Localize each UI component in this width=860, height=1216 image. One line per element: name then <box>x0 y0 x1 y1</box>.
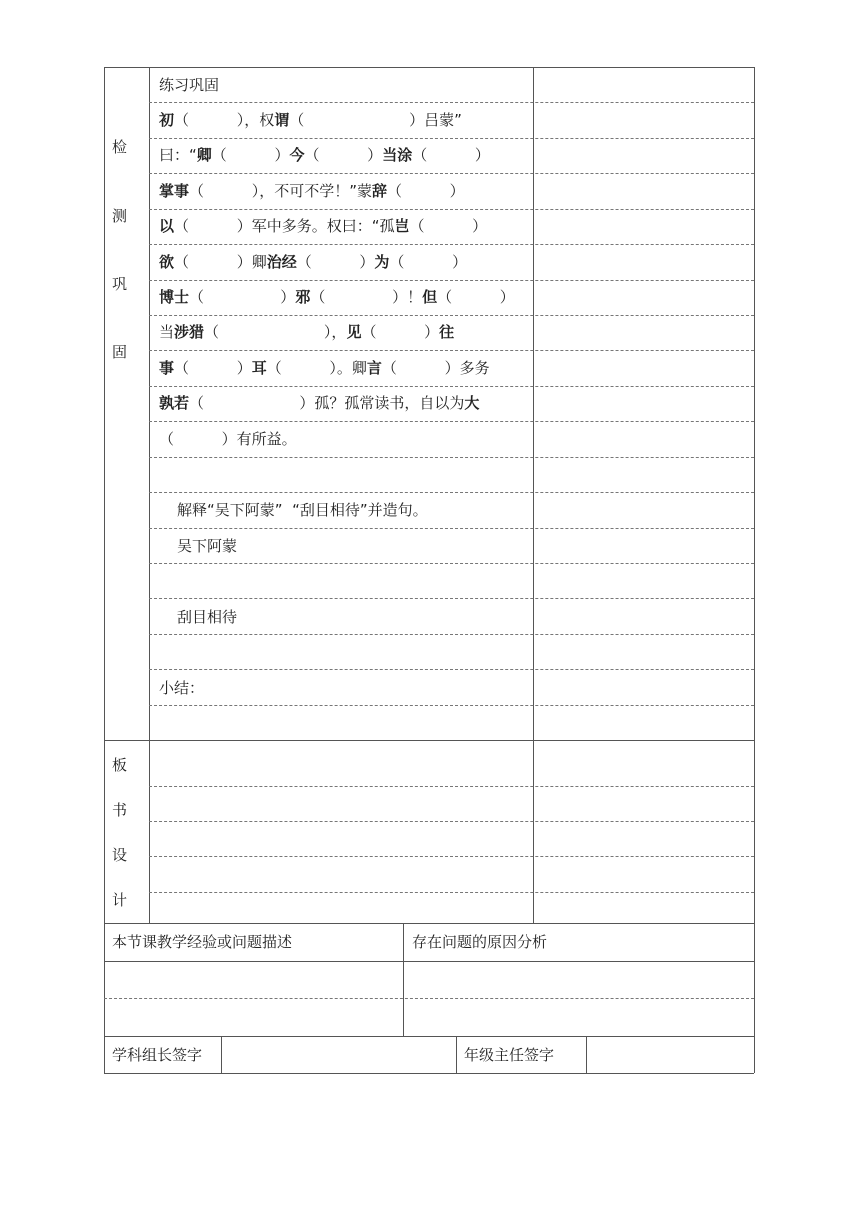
check-rule-5 <box>149 244 754 245</box>
key-word: 掌事 <box>159 181 190 200</box>
teaching-experience-header: 本节课教学经验或问题描述 <box>112 933 293 951</box>
check-label-char-4: 固 <box>112 343 128 361</box>
key-word: 今 <box>289 146 305 165</box>
exercise-line <box>159 216 487 236</box>
board-label-char-1: 板 <box>112 756 128 774</box>
notes-column-divider <box>533 67 534 923</box>
check-rule-8 <box>149 350 754 351</box>
reflection-column-divider <box>403 923 404 1036</box>
key-word: 初 <box>159 111 175 129</box>
check-rule-10 <box>149 421 754 422</box>
table-bottom-border <box>104 1073 754 1074</box>
check-label-char-3: 巩 <box>112 275 128 293</box>
key-word: 往 <box>439 323 455 342</box>
check-rule-1 <box>149 102 754 103</box>
exercise-line <box>159 110 462 130</box>
check-label-char-1: 检 <box>112 138 128 156</box>
text-segment: （ ） <box>189 288 296 306</box>
key-word: 但 <box>422 288 438 306</box>
text-segment: （ ）。卿 <box>266 358 367 377</box>
exercise-line <box>159 181 465 201</box>
idiom-gua-mu-xiang-dai: 刮目相待 <box>177 608 238 626</box>
key-word: 涉猎 <box>174 323 205 342</box>
table-top-border <box>104 67 754 68</box>
table-right-border <box>754 67 755 1073</box>
board-rule-4 <box>149 892 754 893</box>
board-rule-2 <box>149 821 754 822</box>
text-segment: （ ）吕蒙” <box>289 111 462 129</box>
text-segment: （ ） <box>409 217 488 236</box>
text-segment: （ ） <box>174 358 252 377</box>
subject-leader-signature-label: 学科组长签字 <box>112 1046 203 1064</box>
text-segment: （ ） <box>361 323 440 342</box>
key-word: 为 <box>374 252 390 271</box>
exercise-line <box>159 429 297 449</box>
key-word: 岂 <box>394 217 410 236</box>
check-rule-9 <box>149 386 754 387</box>
reflection-rule <box>104 998 754 999</box>
signature-divider-2 <box>456 1036 457 1073</box>
subject-leader-signature-field[interactable] <box>222 1037 455 1072</box>
check-rule-12 <box>149 492 754 493</box>
check-rule-13 <box>149 528 754 529</box>
check-rule-11 <box>149 457 754 458</box>
exercise-line <box>159 393 479 413</box>
key-word: 大 <box>464 394 480 413</box>
summary-label: 小结： <box>159 679 205 697</box>
text-segment: 当 <box>159 323 175 342</box>
section-divider-reflection <box>104 923 754 924</box>
text-segment: （ ） <box>211 146 290 165</box>
text-segment: （ ） <box>386 181 465 200</box>
exercise-line <box>159 358 490 378</box>
text-segment: （ ）孤？孤常读书，自以为 <box>189 394 465 413</box>
explain-instruction: 解释“吴下阿蒙” “刮目相待”并造句。 <box>177 501 428 519</box>
key-word: 谓 <box>274 111 290 129</box>
text-segment: （ ）多务 <box>381 358 490 377</box>
exercise-line <box>159 145 490 165</box>
key-word: 辞 <box>371 181 387 200</box>
text-segment: （ ） <box>412 146 490 165</box>
check-rule-3 <box>149 173 754 174</box>
key-word: 治经 <box>266 252 297 271</box>
key-word: 事 <box>159 358 175 377</box>
check-rule-4 <box>149 209 754 210</box>
grade-director-signature-field[interactable] <box>587 1037 753 1072</box>
check-rule-18 <box>149 705 754 706</box>
board-rule-3 <box>149 856 754 857</box>
board-label-char-3: 设 <box>112 846 128 864</box>
text-segment: （ ）！ <box>310 288 423 306</box>
practice-title: 练习巩固 <box>159 76 220 94</box>
key-word: 言 <box>366 358 382 377</box>
key-word: 当涂 <box>382 146 413 165</box>
key-word: 博士 <box>159 288 190 306</box>
key-word: 欲 <box>159 252 175 271</box>
label-column-divider <box>149 67 150 923</box>
board-rule-1 <box>149 786 754 787</box>
check-rule-7 <box>149 315 754 316</box>
idiom-wu-xia-a-meng: 吴下阿蒙 <box>177 537 238 555</box>
board-label-char-4: 计 <box>112 891 128 909</box>
text-segment: （ ），不可不学！”蒙 <box>189 181 372 200</box>
text-segment: （ ） <box>296 252 375 271</box>
key-word: 耳 <box>251 358 267 377</box>
check-rule-17 <box>149 669 754 670</box>
key-word: 孰若 <box>159 394 190 413</box>
text-segment: （ ） <box>389 252 468 271</box>
check-rule-14 <box>149 563 754 564</box>
text-segment: （ ） <box>437 288 515 306</box>
text-segment: 曰：“ <box>159 146 197 165</box>
grade-director-signature-label: 年级主任签字 <box>464 1046 555 1064</box>
check-rule-6 <box>149 280 754 281</box>
text-segment: （ ）有所益。 <box>159 429 297 448</box>
check-rule-2 <box>149 138 754 139</box>
exercise-line <box>159 322 454 342</box>
text-segment: （ ），权 <box>174 111 275 129</box>
check-rule-15 <box>149 598 754 599</box>
check-rule-16 <box>149 634 754 635</box>
text-segment: （ ）， <box>204 323 347 342</box>
section-divider-board <box>104 740 754 741</box>
text-segment: （ ）军中多务。权曰：“孤 <box>174 217 395 236</box>
check-label-char-2: 测 <box>112 207 128 225</box>
key-word: 见 <box>346 323 362 342</box>
reflection-header-divider <box>104 961 754 962</box>
exercise-line <box>159 252 467 272</box>
text-segment: （ ）卿 <box>174 252 267 271</box>
text-segment: （ ） <box>304 146 383 165</box>
key-word: 卿 <box>196 146 212 165</box>
problem-analysis-header: 存在问题的原因分析 <box>412 933 548 951</box>
key-word: 以 <box>159 217 175 236</box>
exercise-line <box>159 287 515 307</box>
board-label-char-2: 书 <box>112 801 128 819</box>
key-word: 邪 <box>295 288 311 306</box>
